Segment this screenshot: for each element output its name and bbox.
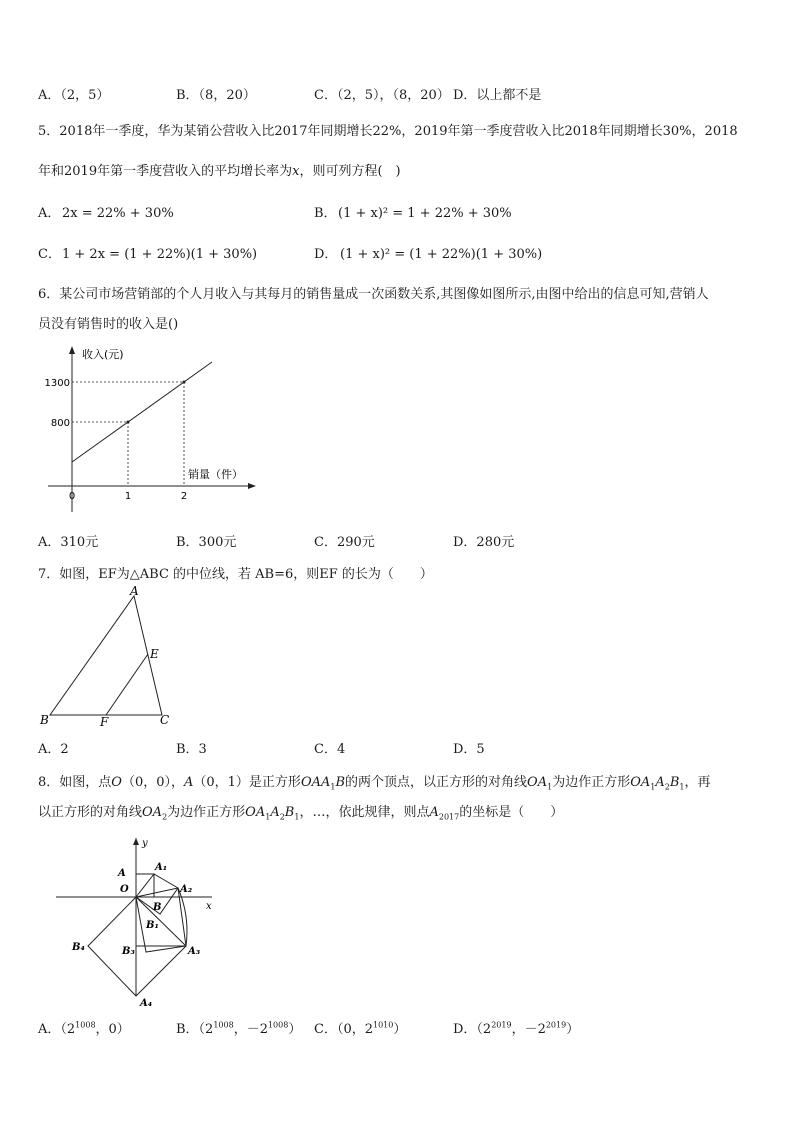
- x-tick-1: 1: [124, 491, 132, 502]
- q7-option-a: A．2: [38, 742, 69, 757]
- q4-option-c: C．（2，5），（8，20）: [314, 88, 450, 103]
- point-a3-label: A₃: [188, 946, 201, 957]
- x-axis-label: x: [206, 901, 212, 912]
- q7-option-b: B．3: [176, 742, 207, 757]
- q7-question: 7．如图，EF为△ABC 的中位线，若 AB=6，则EF 的长为（ ）: [38, 567, 433, 582]
- point-b-label: B: [153, 902, 162, 913]
- point-b-label: B: [40, 713, 49, 727]
- data-point-x2: [183, 381, 186, 384]
- triangle-abc: [50, 596, 162, 715]
- y-axis-arrow: [133, 838, 139, 845]
- q6-option-a: A．310元: [38, 535, 99, 550]
- q5-option-b: (1 + x)² = 1 + 22% + 30%: [338, 206, 512, 221]
- q6-line-chart: [38, 340, 268, 515]
- q5-option-d-label: D．: [314, 247, 338, 262]
- x-tick-2: 2: [180, 491, 188, 502]
- point-o-label: O: [120, 884, 129, 895]
- q4-option-b: B．（8，20）: [176, 88, 256, 103]
- point-c-label: C: [160, 713, 170, 727]
- q6-line-2: 员没有销售时的收入是(): [38, 317, 179, 332]
- point-f-label: F: [100, 715, 109, 729]
- y-axis-label: 收入(元): [82, 348, 124, 361]
- point-a4-label: A₄: [140, 998, 153, 1009]
- midline-ef: [106, 654, 148, 715]
- y-tick-1300: 1300: [44, 378, 70, 389]
- q5-option-b-label: B．: [314, 206, 337, 221]
- q8-option-d: D．（$2^{2019}$，$-2^{2019}$）: [453, 1020, 580, 1037]
- q6-option-c: C．290元: [314, 535, 375, 550]
- x-axis-arrow: [248, 483, 256, 489]
- q8-line-2: 以正方形的对角线$OA_2$为边作正方形$OA_1A_2B_1$，…，依此规律，则点$A_{2017}$的坐标是（ ）: [38, 805, 564, 822]
- q8-line-1: 8．如图，点O（0，0），A（0，1）是正方形$OAA_1B$的两个顶点，以正方形的对角线$OA_1$为边作正方形$OA_1A_2B_1$，再: [38, 775, 711, 792]
- x-tick-0: 0: [68, 491, 76, 502]
- data-point-x1: [127, 421, 130, 424]
- y-axis-label: y: [142, 838, 148, 849]
- q5-option-c: 1 + 2x = (1 + 22%)(1 + 30%): [62, 247, 258, 262]
- point-e-label: E: [150, 647, 159, 661]
- q5-option-a-label: A．: [38, 206, 61, 221]
- q7-triangle-figure: [38, 584, 188, 729]
- q5-option-a: 2x = 22% + 30%: [62, 206, 174, 221]
- square-oa2a3b2: [136, 888, 186, 952]
- point-a-label: A: [130, 584, 139, 598]
- income-line: [72, 362, 212, 462]
- q7-option-d: D．5: [453, 742, 485, 757]
- point-a1-label: A₁: [155, 862, 168, 873]
- point-a2-label: A₂: [180, 884, 193, 895]
- q6-line-1: 6．某公司市场营销部的个人月收入与其每月的销售量成一次函数关系,其图像如图所示,由图中给出的信息可知,营销人: [38, 287, 709, 302]
- q7-option-c: C．4: [314, 742, 346, 757]
- q5-option-d: (1 + x)² = (1 + 22%)(1 + 30%): [340, 247, 543, 262]
- q5-line-2: 年和2019年第一季度营收入的平均增长率为x，则可列方程( ): [38, 164, 401, 179]
- point-b4-label: B₄: [72, 942, 85, 953]
- q8-square-spiral-figure: [56, 836, 226, 1012]
- q4-option-a: A．（2，5）: [38, 88, 110, 103]
- q4-option-d: D．以上都不是: [453, 88, 542, 103]
- y-axis-arrow: [69, 346, 75, 354]
- q6-option-d: D．280元: [453, 535, 515, 550]
- point-a-label: A: [118, 868, 126, 879]
- q8-option-c: C．（0，$2^{1010}$）: [314, 1020, 407, 1037]
- q8-option-b: B．（$2^{1008}$，$-2^{1008}$）: [176, 1020, 302, 1037]
- q5-option-c-label: C．: [38, 247, 61, 262]
- q6-option-b: B．300元: [176, 535, 237, 550]
- q8-option-a: A．（$2^{1008}$，0）: [38, 1020, 130, 1037]
- point-b1-label: B₁: [146, 920, 159, 931]
- y-tick-800: 800: [50, 418, 70, 429]
- x-axis-label: 销量（件）: [188, 468, 243, 481]
- q5-line-1: 5．2018年一季度，华为某销公营收入比2017年同期增长22%，2019年第一季度营收入比2018年同期增长30%，2018: [38, 124, 738, 139]
- point-b3-label: B₃: [122, 946, 135, 957]
